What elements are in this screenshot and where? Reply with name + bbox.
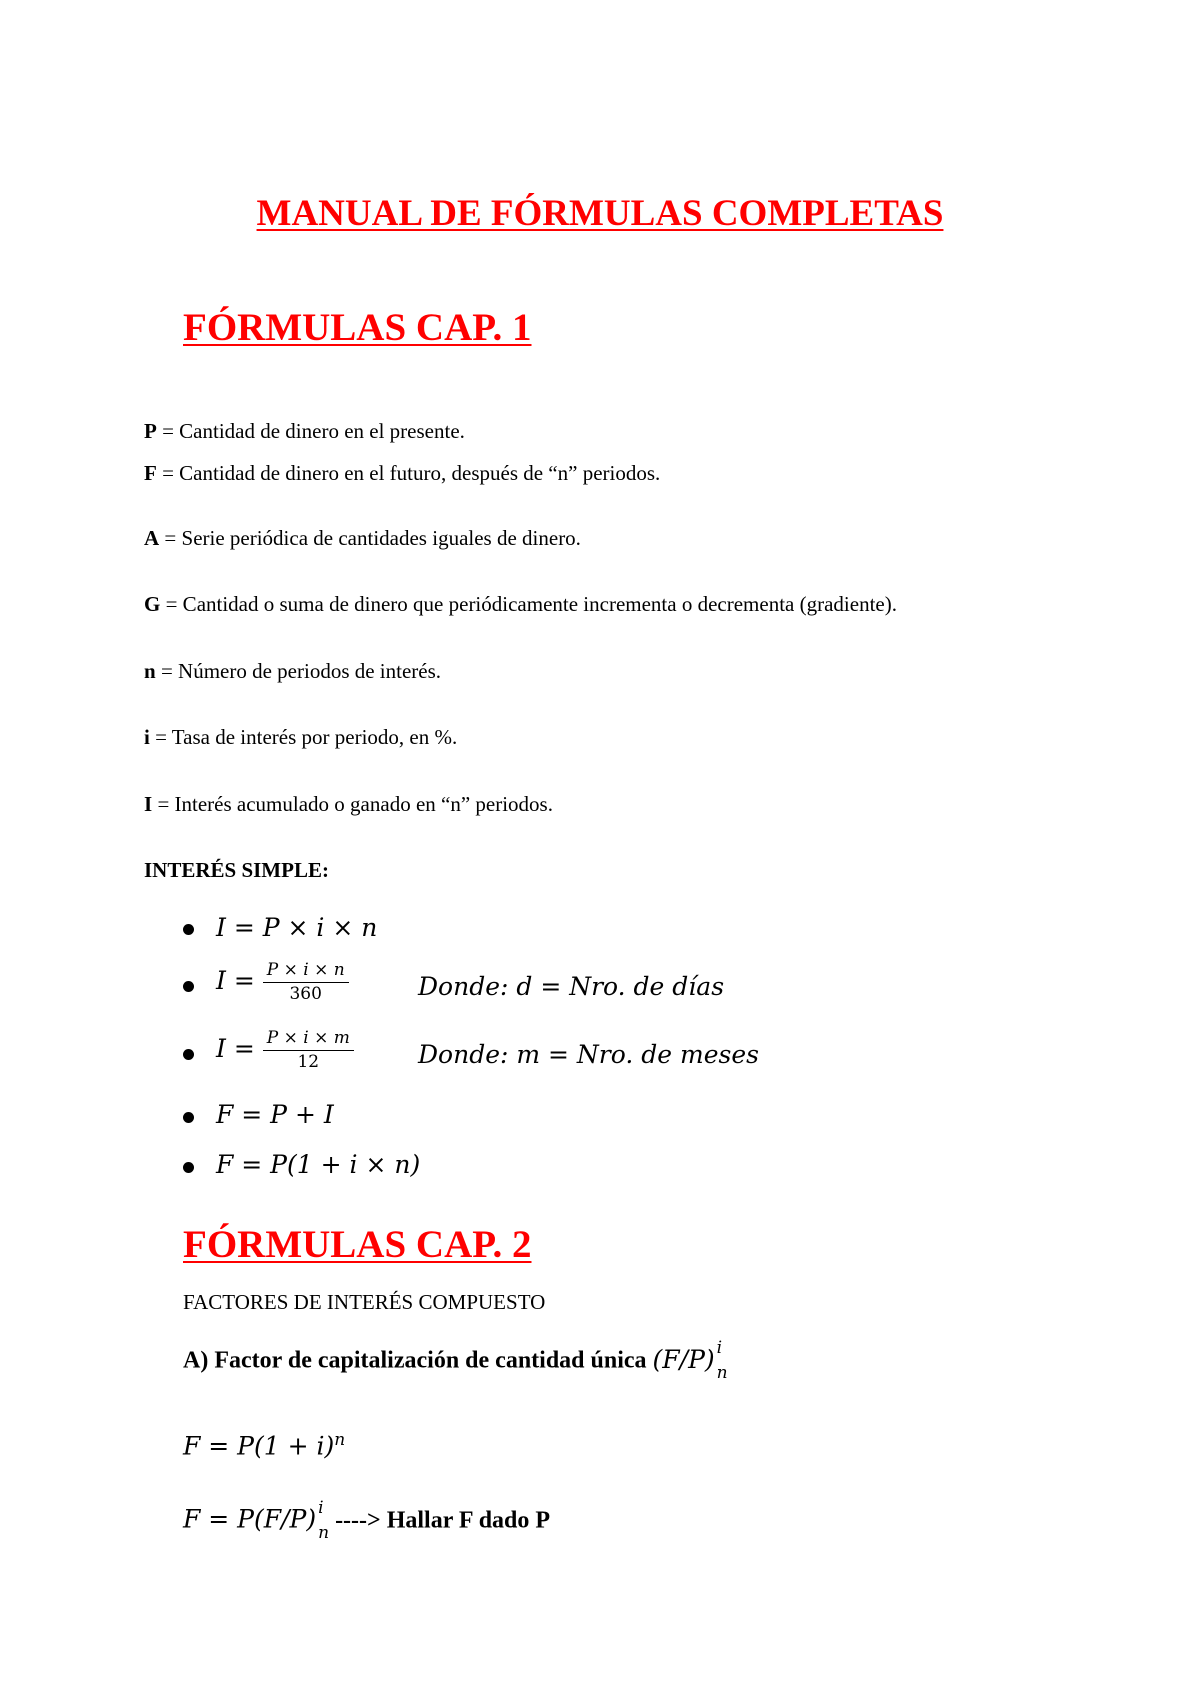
factor-a-label: A) Factor de capitalización de cantidad única — [183, 1347, 647, 1374]
chapter-1-heading: FÓRMULAS CAP. 1 — [183, 306, 532, 349]
bullet-icon — [183, 1112, 194, 1123]
definition-text: = Interés acumulado o ganado en “n” periodos. — [152, 792, 553, 816]
definition-text: = Tasa de interés por periodo, en %. — [149, 725, 458, 749]
equation-exponent: n — [334, 1430, 346, 1450]
page-title: MANUAL DE FÓRMULAS COMPLETAS — [256, 193, 944, 234]
fraction-denominator: 12 — [297, 1052, 320, 1072]
definition-n — [144, 659, 441, 684]
definition-A — [144, 526, 581, 551]
fraction — [263, 962, 349, 1003]
bullet-icon — [183, 924, 194, 935]
factor-a-heading — [183, 1340, 728, 1382]
equation-base: F = P(F/P) — [183, 1504, 317, 1534]
factor-index-n: n — [716, 1363, 728, 1383]
definition-I — [144, 792, 553, 817]
definition-term: I — [144, 792, 153, 816]
definition-text: = Serie periódica de cantidades iguales de dinero. — [159, 526, 581, 550]
simple-interest-label: INTERÉS SIMPLE: — [144, 858, 329, 882]
fraction-denominator: 360 — [289, 984, 322, 1004]
compound-interest-subtitle: FACTORES DE INTERÉS COMPUESTO — [183, 1290, 546, 1314]
formula-lhs: I = — [216, 966, 255, 995]
factor-index-i: i — [716, 1338, 723, 1358]
formula-future-value-sum: F = P + I — [216, 1100, 334, 1129]
definition-term: F — [144, 461, 157, 485]
factor-index-n: n — [318, 1523, 330, 1543]
definition-text: = Cantidad de dinero en el presente. — [156, 419, 465, 443]
formula-interest-months — [216, 1030, 354, 1071]
factor-indices — [717, 1340, 728, 1382]
bullet-icon — [183, 981, 194, 992]
definition-term: n — [144, 659, 156, 683]
definition-P — [144, 419, 465, 444]
factor-indices — [318, 1500, 329, 1542]
fraction-numerator: P × i × n — [263, 962, 349, 983]
definition-G — [144, 592, 897, 617]
definition-i — [144, 725, 457, 750]
definition-term: i — [144, 725, 150, 749]
note-days: Donde: d = Nro. de días — [418, 972, 725, 1001]
factor-symbol: (F/P) — [652, 1344, 715, 1374]
bullet-icon — [183, 1162, 194, 1173]
note-months: Donde: m = Nro. de meses — [418, 1040, 759, 1069]
fraction — [263, 1030, 354, 1071]
definition-text: = Número de periodos de interés. — [155, 659, 442, 683]
formula-lhs: I = — [216, 1034, 255, 1063]
bullet-icon — [183, 1049, 194, 1060]
equation-factor-future-value — [183, 1500, 550, 1542]
chapter-2-heading: FÓRMULAS CAP. 2 — [183, 1223, 532, 1266]
formula-future-value-simple: F = P(1 + i × n) — [216, 1150, 421, 1179]
definition-text: = Cantidad o suma de dinero que periódicamente incrementa o decrementa (gradiente). — [160, 592, 897, 616]
formula-interest-days — [216, 962, 349, 1003]
fraction-numerator: P × i × m — [263, 1030, 354, 1051]
factor-index-i: i — [318, 1498, 324, 1518]
formula-simple-interest: I = P × i × n — [216, 913, 378, 942]
definition-term: A — [144, 526, 160, 550]
equation-compound-future-value — [183, 1430, 345, 1460]
definition-text: = Cantidad de dinero en el futuro, después de “n” periodos. — [156, 461, 661, 485]
factor-a-symbol — [652, 1338, 728, 1383]
equation-note: ----> Hallar F dado P — [329, 1507, 551, 1534]
definition-F — [144, 461, 660, 486]
equation-base: F = P(1 + i) — [183, 1431, 335, 1461]
definition-term: P — [144, 419, 157, 443]
definition-term: G — [144, 592, 161, 616]
